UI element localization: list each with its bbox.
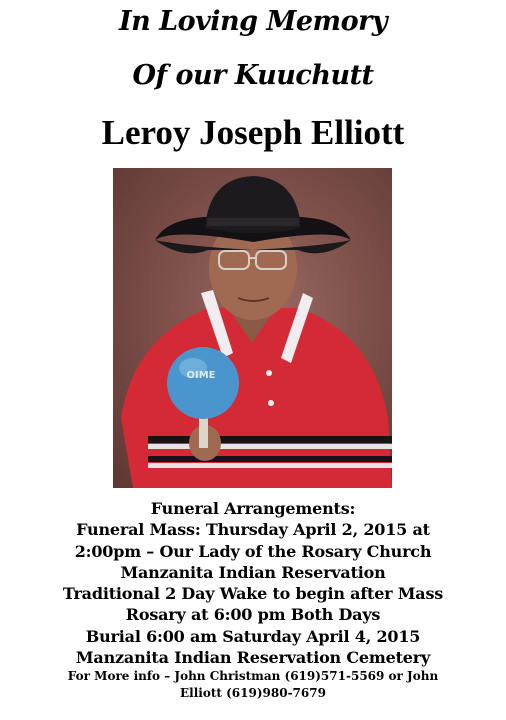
portrait-photo	[113, 168, 392, 488]
memorial-subheading: Of our Kuuchutt	[132, 60, 374, 91]
ribbon-stripe-dark	[148, 436, 392, 443]
ribbon-stripe-white-2	[148, 463, 392, 468]
shirt-button	[266, 370, 272, 376]
arrangement-line: Traditional 2 Day Wake to begin after Mass	[62, 584, 444, 604]
arrangement-line: 2:00pm – Our Lady of the Rosary Church	[74, 541, 432, 561]
gourd-rattle	[167, 347, 239, 419]
rattle-text: OIME	[186, 370, 216, 381]
arrangement-line: Burial 6:00 am Saturday April 4, 2015	[85, 626, 421, 646]
ribbon-stripe-dark-2	[148, 456, 392, 462]
shirt-button	[268, 400, 274, 406]
contact-info-line: For More info – John Christman (619)571-5569 or John	[67, 669, 439, 684]
arrangements-title: Funeral Arrangements:	[150, 499, 356, 518]
funeral-arrangements	[0, 498, 506, 702]
deceased-name: Leroy Joseph Elliott	[101, 113, 405, 152]
hat-band	[207, 218, 299, 226]
portrait-illustration	[113, 168, 392, 488]
arrangement-line: Manzanita Indian Reservation	[120, 562, 386, 582]
memorial-heading: In Loving Memory	[118, 6, 388, 37]
contact-info-line: Elliott (619)980-7679	[180, 686, 326, 701]
arrangement-line: Rosary at 6:00 pm Both Days	[125, 605, 381, 625]
arrangement-line: Funeral Mass: Thursday April 2, 2015 at	[76, 520, 430, 540]
ribbon-stripe-white	[148, 444, 392, 449]
arrangement-line: Manzanita Indian Reservation Cemetery	[75, 648, 431, 668]
